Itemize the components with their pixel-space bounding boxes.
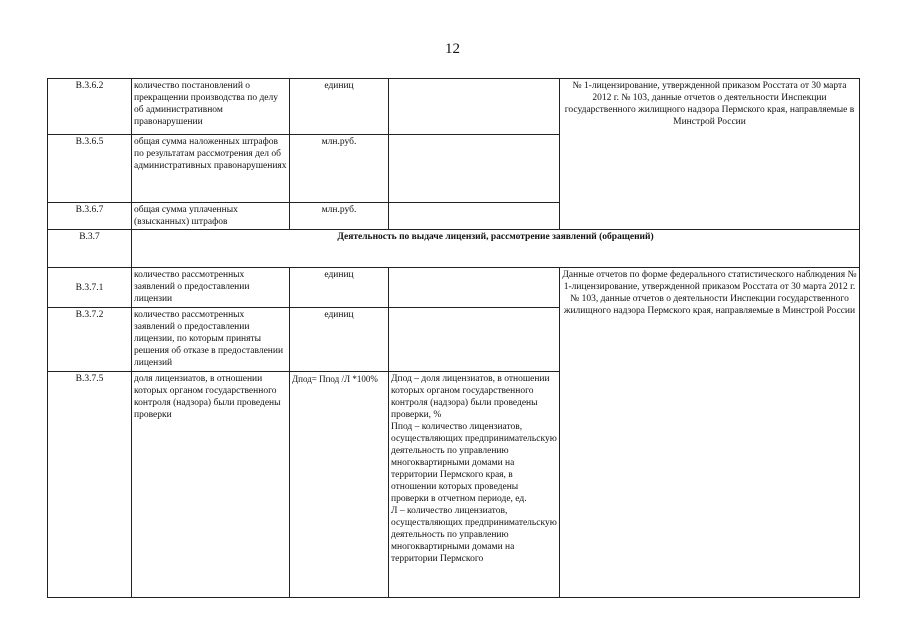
indicator-code: В.3.7.2 bbox=[48, 308, 132, 372]
section-code: В.3.7 bbox=[48, 230, 132, 268]
calculation-formula: Дпод= Ппод /Л *100% bbox=[290, 372, 389, 598]
section-title: Деятельность по выдаче лицензий, рассмотрение заявлений (обращений) bbox=[132, 230, 860, 268]
indicator-name: общая сумма уплаченных (взысканных) штрафов bbox=[132, 203, 290, 230]
indicator-name: доля лицензиатов, в отношении которых органом государственного контроля (надзора) были проведены проверки bbox=[132, 372, 290, 598]
indicator-name: количество рассмотренных заявлений о предоставлении лицензии, по которым приняты решения об отказе в предоставлении лицензий bbox=[132, 308, 290, 372]
calculation-method bbox=[389, 308, 560, 372]
indicator-unit: млн.руб. bbox=[290, 135, 389, 203]
indicator-name: количество постановлений о прекращении производства по делу об административном правонарушении bbox=[132, 79, 290, 135]
indicators-table bbox=[47, 78, 860, 598]
calculation-method bbox=[389, 135, 560, 203]
page-number: 12 bbox=[445, 41, 460, 57]
table-row bbox=[48, 79, 860, 135]
data-source: Данные отчетов по форме федерального статистического наблюдения № 1-лицензирование, утвержденной приказом Росстата от 30 марта 2012 г. № 103, данные отчетов о деятельности Инспекции государственного жилищного надзора Пермского края, направляемые в Минстрой России bbox=[560, 268, 860, 598]
indicator-unit: единиц bbox=[290, 308, 389, 372]
calculation-method bbox=[389, 79, 560, 135]
indicator-code: В.3.6.2 bbox=[48, 79, 132, 135]
indicator-name: количество рассмотренных заявлений о предоставлении лицензии bbox=[132, 268, 290, 308]
calculation-method: Дпод – доля лицензиатов, в отношении которых органом государственного контроля (надзора) были проведены проверки, % Ппод – количество лицензиатов, осуществляющих предпринимательскую деятельность по управлению многоквартирными домами на территории Пермского края, в отношении которых проведены проверки в отчетном периоде, ед. Л – количество лицензиатов, осуществляющих предпринимательскую деятельность по управлению многоквартирными домами на территории Пермского bbox=[389, 372, 560, 598]
calculation-method bbox=[389, 268, 560, 308]
data-source: № 1-лицензирование, утвержденной приказом Росстата от 30 марта 2012 г. № 103, данные отчетов о деятельности Инспекции государственного жилищного надзора Пермского края, направляемые в Минстрой России bbox=[560, 79, 860, 230]
indicator-name: общая сумма наложенных штрафов по результатам рассмотрения дел об административных правонарушениях bbox=[132, 135, 290, 203]
indicator-code: В.3.7.5 bbox=[48, 372, 132, 598]
indicator-unit: единиц bbox=[290, 268, 389, 308]
calculation-method bbox=[389, 203, 560, 230]
indicator-code: В.3.7.1 bbox=[48, 268, 132, 308]
indicator-unit: млн.руб. bbox=[290, 203, 389, 230]
section-row bbox=[48, 230, 860, 268]
indicator-code: В.3.6.5 bbox=[48, 135, 132, 203]
indicator-unit: единиц bbox=[290, 79, 389, 135]
table-row bbox=[48, 268, 860, 308]
indicator-code: В.3.6.7 bbox=[48, 203, 132, 230]
